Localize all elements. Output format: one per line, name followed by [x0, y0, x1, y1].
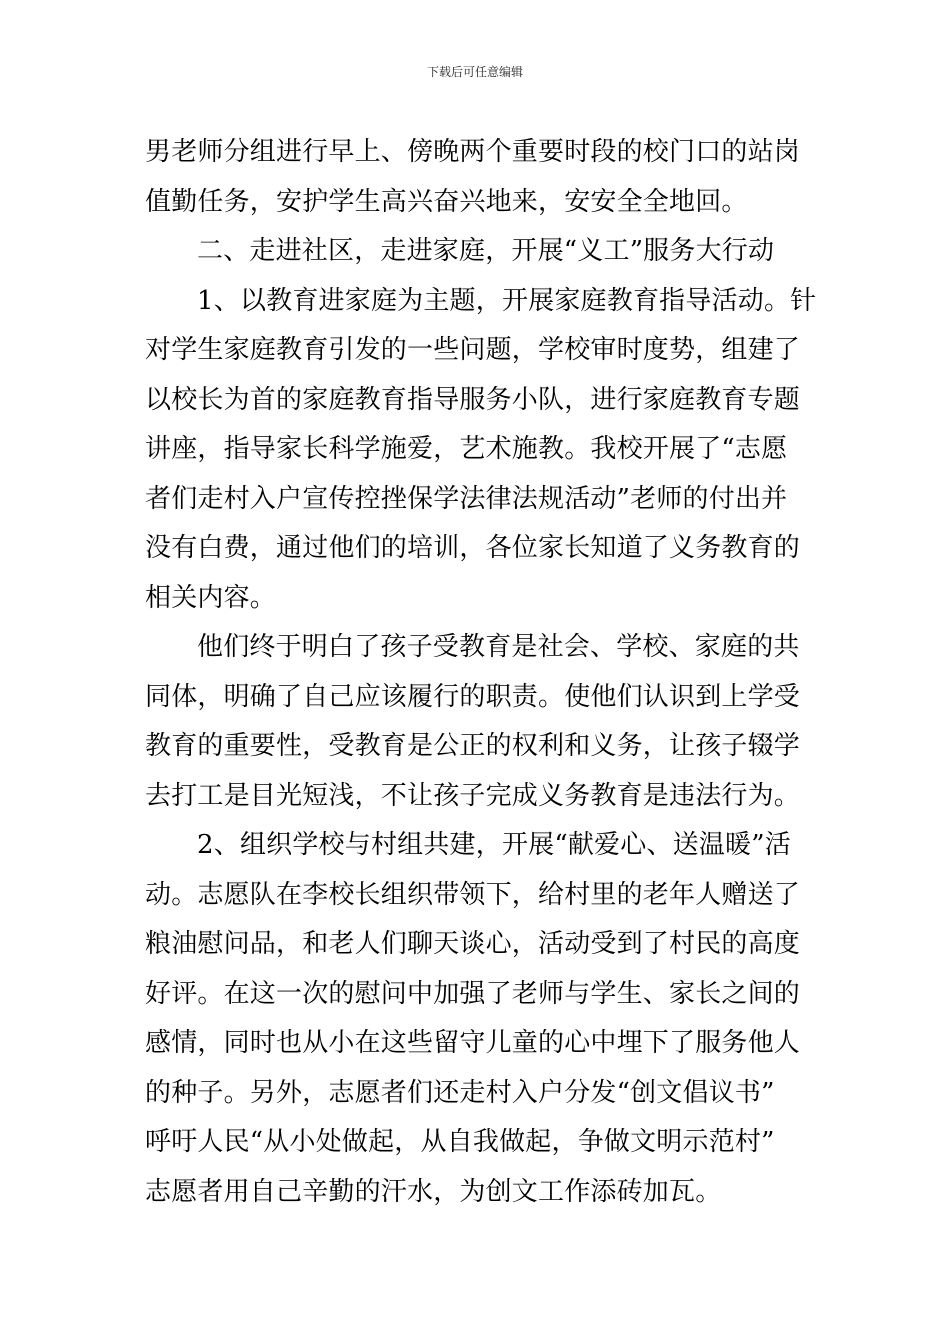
document-body — [145, 128, 817, 1217]
text-line: 男老师分组进行早上、傍晚两个重要时段的校门口的站岗 — [145, 137, 801, 167]
text-line: 对学生家庭教育引发的一些问题，学校审时度势，组建了 — [145, 335, 801, 365]
text-line: 同体，明确了自己应该履行的职责。使他们认识到上学受 — [145, 681, 801, 712]
text-line: 他们终于明白了孩子受教育是社会、学校、家庭的共 — [197, 632, 800, 662]
section-heading: 二、走进社区，走进家庭，开展“义工”服务大行动 — [197, 236, 775, 266]
text-line: 的种子。另外，志愿者们还走村入户分发“创文倡议书” — [145, 1077, 775, 1108]
text-line: 好评。在这一次的慰问中加强了老师与学生、家长之间的 — [145, 978, 801, 1009]
text-line: 值勤任务，安护学生高兴奋兴地来，安安全全地回。 — [145, 186, 748, 217]
text-line: 去打工是目光短浅，不让孩子完成义务教育是违法行为。 — [145, 780, 801, 811]
text-line: 以校长为首的家庭教育指导服务小队，进行家庭教育专题 — [145, 384, 801, 415]
text-line: 呼吁人民“从小处做起，从自我做起，争做文明示范村” — [145, 1127, 775, 1157]
text-line: 相关内容。 — [145, 582, 277, 613]
text-line: 2、组织学校与村组共建，开展“献爱心、送温暖”活 — [197, 830, 791, 860]
text-line: 志愿者用自己辛勤的汗水，为创文工作添砖加瓦。 — [145, 1176, 722, 1207]
text-line: 者们走村入户宣传控挫保学法律法规活动”老师的付出并 — [145, 483, 788, 514]
text-line: 教育的重要性，受教育是公正的权利和义务，让孩子辍学 — [145, 731, 801, 761]
text-line: 粮油慰问品，和老人们聊天谈心，活动受到了村民的高度 — [145, 929, 801, 959]
text-line: 讲座，指导家长科学施爱，艺术施教。我校开展了“志愿 — [145, 434, 788, 464]
text-line: 没有白费，通过他们的培训，各位家长知道了义务教育的 — [145, 533, 801, 563]
page-header: 下载后可任意编辑 — [426, 65, 523, 79]
text-line: 感情，同时也从小在这些留守儿童的心中埋下了服务他人 — [145, 1028, 801, 1058]
text-line: 1、以教育进家庭为主题，开展家庭教育指导活动。针 — [197, 285, 817, 316]
text-line: 动。志愿队在李校长组织带领下，给村里的老年人赠送了 — [145, 879, 801, 910]
